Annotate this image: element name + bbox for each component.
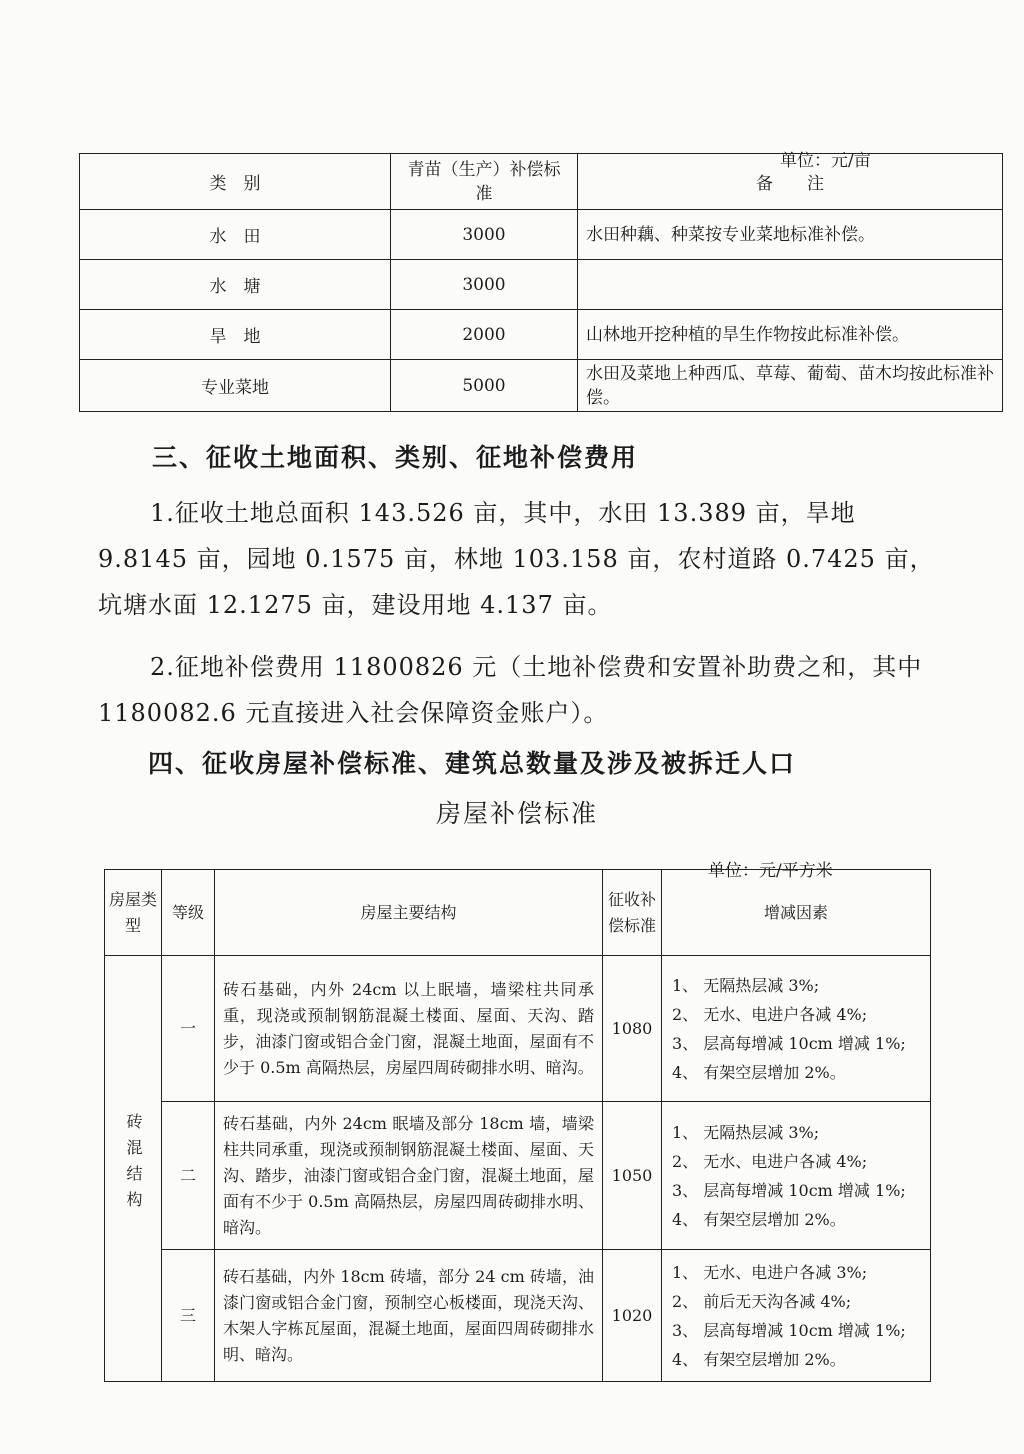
factor-item: 3、 层高每增减 10cm 增减 1%;	[672, 1033, 906, 1053]
factor-item: 4、 有架空层增加 2%。	[672, 1209, 846, 1229]
table-row	[105, 956, 931, 1102]
row-value: 3000	[391, 260, 578, 310]
header-grade: 等级	[162, 870, 215, 956]
row-type: 水 塘	[80, 260, 391, 310]
table-row	[80, 310, 1003, 360]
table-header-row	[105, 870, 931, 956]
header-note: 备 注	[578, 154, 1003, 210]
section-4-heading: 四、征收房屋补偿标准、建筑总数量及涉及被拆迁人口	[148, 749, 797, 778]
row-note: 水田及菜地上种西瓜、草莓、葡萄、苗木均按此标准补偿。	[578, 360, 1003, 412]
table-row	[80, 260, 1003, 310]
section-3-heading: 三、征收土地面积、类别、征地补偿费用	[152, 443, 639, 472]
crop-compensation-table	[79, 153, 1003, 412]
row-value: 3000	[391, 210, 578, 260]
unit-label-1: 单位：元/亩	[780, 151, 871, 171]
unit-label-2: 单位：元/平方米	[708, 861, 833, 881]
row-type: 水 田	[80, 210, 391, 260]
factor-item: 2、 无水、电进户各减 4%;	[672, 1004, 868, 1024]
header-type: 类 别	[80, 154, 391, 210]
paragraph-compensation-fee: 2.征地补偿费用 11800826 元（土地补偿费和安置补助费之和，其中 1180082.6 元直接进入社会保障资金账户）。	[98, 653, 923, 727]
factor-item: 3、 层高每增减 10cm 增减 1%;	[672, 1180, 906, 1200]
row-structure: 砖石基础，内外 24cm 眠墙及部分 18cm 墙，墙梁柱共同承重，现浇或预制钢筋混凝土楼面、屋面、天沟、踏步，油漆门窗或铝合金门窗，混凝土地面，屋面有不少于 0.5m 高隔热层，房屋四周砖砌排水明、暗沟。	[215, 1102, 603, 1250]
table-row	[105, 1102, 931, 1250]
table-row	[80, 210, 1003, 260]
house-compensation-table	[104, 869, 931, 1382]
row-type: 旱 地	[80, 310, 391, 360]
header-factors: 增减因素	[662, 870, 931, 956]
row-price: 1050	[603, 1102, 662, 1250]
row-note	[578, 260, 1003, 310]
factor-item: 1、 无隔热层减 3%;	[672, 1122, 820, 1142]
header-price: 征收补偿标准	[603, 870, 662, 956]
factor-item: 3、 层高每增减 10cm 增减 1%;	[672, 1320, 906, 1340]
row-type: 专业菜地	[80, 360, 391, 412]
paragraph-land-area: 1.征收土地总面积 143.526 亩，其中，水田 13.389 亩，旱地 9.8145 亩，园地 0.1575 亩，林地 103.158 亩，农村道路 0.7425 亩，坑塘水面 12.1275 亩，建设用地 4.137 亩。	[98, 499, 935, 619]
house-type-label: 砖混结构	[124, 1112, 143, 1217]
factor-item: 2、 前后无天沟各减 4%;	[672, 1291, 852, 1311]
row-grade: 二	[162, 1102, 215, 1250]
row-note: 山林地开挖种植的旱生作物按此标准补偿。	[578, 310, 1003, 360]
factor-item: 1、 无隔热层减 3%;	[672, 975, 820, 995]
table-header-row	[80, 154, 1003, 210]
row-grade: 三	[162, 1250, 215, 1382]
row-structure: 砖石基础，内外 24cm 以上眠墙，墙梁柱共同承重，现浇或预制钢筋混凝土楼面、屋面、天沟、踏步，油漆门窗或铝合金门窗，混凝土地面，屋面有不少于 0.5m 高隔热层，房屋四周砖砌排水明、暗沟。	[215, 956, 603, 1102]
row-structure: 砖石基础，内外 18cm 砖墙，部分 24 cm 砖墙，油漆门窗或铝合金门窗，预制空心板楼面，现浇天沟、木架人字栋瓦屋面，混凝土地面，屋面四周砖砌排水明、暗沟。	[215, 1250, 603, 1382]
table-row	[105, 1250, 931, 1382]
row-note: 水田种藕、种菜按专业菜地标准补偿。	[578, 210, 1003, 260]
row-value: 5000	[391, 360, 578, 412]
factor-item: 2、 无水、电进户各减 4%;	[672, 1151, 868, 1171]
row-factors	[662, 1250, 931, 1382]
header-house-type: 房屋类型	[105, 870, 162, 956]
factor-item: 4、 有架空层增加 2%。	[672, 1062, 846, 1082]
row-grade: 一	[162, 956, 215, 1102]
row-price: 1080	[603, 956, 662, 1102]
table-row	[80, 360, 1003, 412]
row-price: 1020	[603, 1250, 662, 1382]
header-standard: 青苗（生产）补偿标准	[391, 154, 578, 210]
row-value: 2000	[391, 310, 578, 360]
house-table-title: 房屋补偿标准	[436, 799, 599, 828]
factor-item: 1、 无水、电进户各减 3%;	[672, 1262, 868, 1282]
factor-item: 4、 有架空层增加 2%。	[672, 1349, 846, 1369]
row-factors	[662, 1102, 931, 1250]
row-factors	[662, 956, 931, 1102]
header-structure: 房屋主要结构	[215, 870, 603, 956]
house-type-cell	[105, 956, 162, 1382]
